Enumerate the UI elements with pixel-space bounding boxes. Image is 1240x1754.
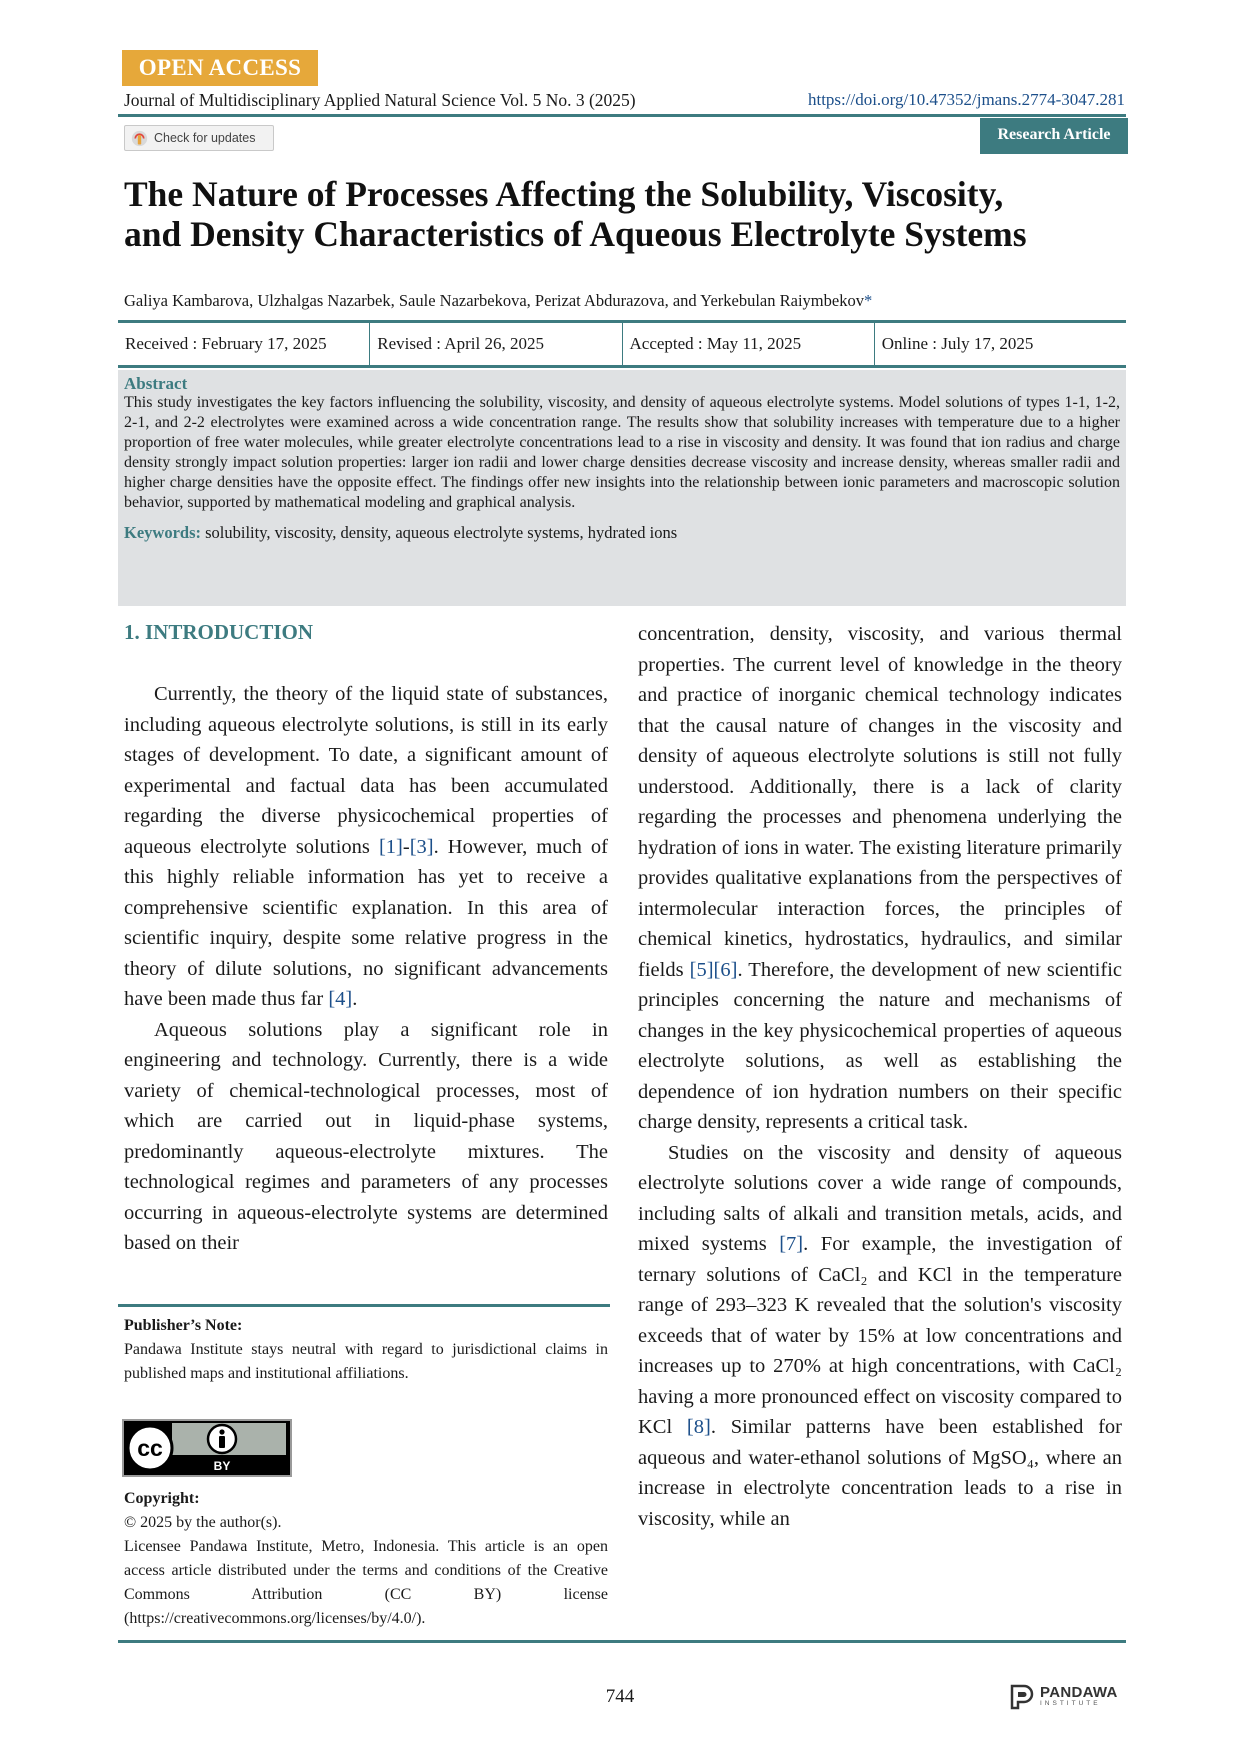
check-updates-label: Check for updates <box>154 131 256 145</box>
date-revised: Revised : April 26, 2025 <box>370 323 622 365</box>
keywords-label: Keywords: <box>124 523 201 542</box>
license-text: Licensee Pandawa Institute, Metro, Indonesia. This article is an open access article distributed under the terms and conditions of the Creative Commons Attribution (CC BY) license (https://creativecommons.org/licenses/by/4.0/). <box>124 1538 608 1627</box>
dates-table <box>118 320 1126 368</box>
section-heading-introduction: 1. INTRODUCTION <box>124 620 314 644</box>
citation-8[interactable]: [8] <box>686 1416 711 1438</box>
publisher-note-heading: Publisher’s Note: <box>124 1317 243 1334</box>
citation-1[interactable]: [1] <box>378 835 403 858</box>
cc-by-icon <box>124 1421 290 1475</box>
title-line-1: The Nature of Processes Affecting the Solubility, Viscosity, <box>124 174 1004 214</box>
title-line-2: and Density Characteristics of Aqueous Electrolyte Systems <box>124 214 1027 254</box>
abstract-heading: Abstract <box>124 374 188 393</box>
citation-3[interactable]: [3] <box>409 835 434 858</box>
check-for-updates-button[interactable] <box>124 125 274 151</box>
copyright-heading: Copyright: <box>124 1490 200 1507</box>
open-access-badge: OPEN ACCESS <box>122 50 318 86</box>
abstract-text: This study investigates the key factors influencing the solubility, viscosity, and density of aqueous electrolyte systems. Model solutions of types 1-1, 1-2, 2-1, and 2-2 electrolytes were examined across a wide concentration range. The results show that solubility increases with temperature due to a higher proportion of free water molecules, while greater electrolyte concentrations lead to a rise in viscosity and density. It was found that ion radius and charge density strongly impact solution properties: larger ion radii and lower charge densities decrease viscosity and increase density, whereas smaller radii and higher charge densities have the opposite effect. The findings offer new insights into the relationship between ionic parameters and macroscopic solution behavior, supported by mathematical modeling and graphical analysis. <box>124 394 1120 511</box>
right-column <box>638 619 1122 1534</box>
text-run: . Similar patterns have been established for aqueous and water-ethanol solutions of MgSO₄, where an increase in electrolyte concentration leads to a rise in viscosity, while an <box>638 1416 1122 1530</box>
text-run: Currently, the theory of the liquid state of substances, including aqueous electrolyte solutions, is still in its early stages of development. To date, a significant amount of experimental and factual data has been accumulated regarding the diverse physicochemical properties of aqueous electrolyte solutions <box>124 683 608 858</box>
publisher-name: PANDAWA <box>1040 1684 1118 1701</box>
keywords-text: solubility, viscosity, density, aqueous electrolyte systems, hydrated ions <box>205 523 678 542</box>
intro-paragraph-1 <box>124 679 608 1015</box>
publisher-subtitle: INSTITUTE <box>1040 1700 1101 1707</box>
copyright-line: © 2025 by the author(s). <box>124 1514 282 1531</box>
cc-by-license-badge[interactable] <box>122 1419 292 1477</box>
text-run: . Therefore, the development of new scientific principles concerning the nature and mechanisms of changes in the key physicochemical properties of aqueous electrolyte solutions, as well as establishing the dependence of ion hydration numbers on their specific charge density, represents a critical task. <box>638 958 1122 1133</box>
authors-text: Galiya Kambarova, Ulzhalgas Nazarbek, Saule Nazarbekova, Perizat Abdurazova, and Yerkebulan Raiymbekov <box>124 291 864 310</box>
text-run: . However, much of this highly reliable information has yet to receive a comprehensive scientific explanation. In this area of scientific inquiry, despite some relative progress in the theory of dilute solutions, no significant advancements have been made thus far <box>124 835 608 1010</box>
by-text: BY <box>213 1459 231 1473</box>
publisher-note <box>124 1314 608 1386</box>
cc-text: cc <box>137 1435 163 1461</box>
note-rule <box>118 1304 610 1307</box>
keywords <box>124 523 1120 543</box>
publisher-note-text: Pandawa Institute stays neutral with regard to jurisdictional claims in published maps and institutional affiliations. <box>124 1341 608 1382</box>
citation-5[interactable]: [5] <box>689 958 714 981</box>
pandawa-logo-icon <box>1008 1682 1036 1710</box>
text-run: . <box>352 988 358 1010</box>
copyright-block <box>124 1487 608 1631</box>
text-run: . For example, the investigation of ternary solutions of CaCl₂ and KCl in the temperature range of 293–323 K revealed that the solution's viscosity exceeds that of water by 15% at low concentrations and increases up to 270% at high concentrations, with CaCl₂ having a more pronounced effect on viscosity compared to KCl <box>638 1233 1122 1438</box>
page-number: 744 <box>605 1686 635 1707</box>
article-type-badge: Research Article <box>980 118 1128 154</box>
author-list <box>124 291 872 311</box>
date-accepted: Accepted : May 11, 2025 <box>623 323 875 365</box>
date-online: Online : July 17, 2025 <box>881 334 1034 353</box>
citation-7[interactable]: [7] <box>779 1233 804 1255</box>
text-run: concentration, density, viscosity, and various thermal properties. The current level of knowledge in the theory and practice of inorganic chemical technology indicates that the causal nature of changes in the viscosity and density of aqueous electrolyte solutions is still not fully understood. Additionally, there is a lack of clarity regarding the processes and phenomena underlying the hydration of ions in water. The existing literature primarily provides qualitative explanations from the perspectives of intermolecular interaction forces, the principles of chemical kinetics, hydrostatics, hydraulics, and similar fields <box>638 623 1122 981</box>
corresponding-author-mark[interactable]: * <box>863 291 873 310</box>
date-received: Received : February 17, 2025 <box>118 323 370 365</box>
footer-rule <box>118 1640 1126 1643</box>
citation-6[interactable]: [6] <box>713 958 738 981</box>
intro-paragraph-2-continued <box>638 619 1122 1138</box>
text-run: - <box>402 835 410 858</box>
journal-name: Journal of Multidisciplinary Applied Natural Science Vol. 5 No. 3 (2025) <box>124 90 636 110</box>
intro-paragraph-3 <box>638 1138 1122 1535</box>
publisher-logo <box>1008 1682 1118 1710</box>
intro-paragraph-2: Aqueous solutions play a significant role in engineering and technology. Currently, there is a wide variety of chemical-technological processes, most of which are carried out in liquid-phase systems, predominantly aqueous-electrolyte mixtures. The technological regimes and parameters of any processes occurring in aqueous-electrolyte systems are determined based on their <box>124 1018 608 1254</box>
abstract-box <box>118 370 1126 606</box>
paper-title <box>124 174 1124 254</box>
citation-4[interactable]: [4] <box>328 988 353 1010</box>
check-updates-icon <box>131 130 148 147</box>
header-rule <box>118 114 1126 117</box>
text-run: Studies on the viscosity and density of aqueous electrolyte solutions cover a wide range of compounds, including salts of alkali and transition metals, acids, and mixed systems <box>638 1141 1122 1255</box>
doi-link[interactable]: https://doi.org/10.47352/jmans.2774-3047.281 <box>807 90 1125 109</box>
left-column <box>124 679 608 1259</box>
